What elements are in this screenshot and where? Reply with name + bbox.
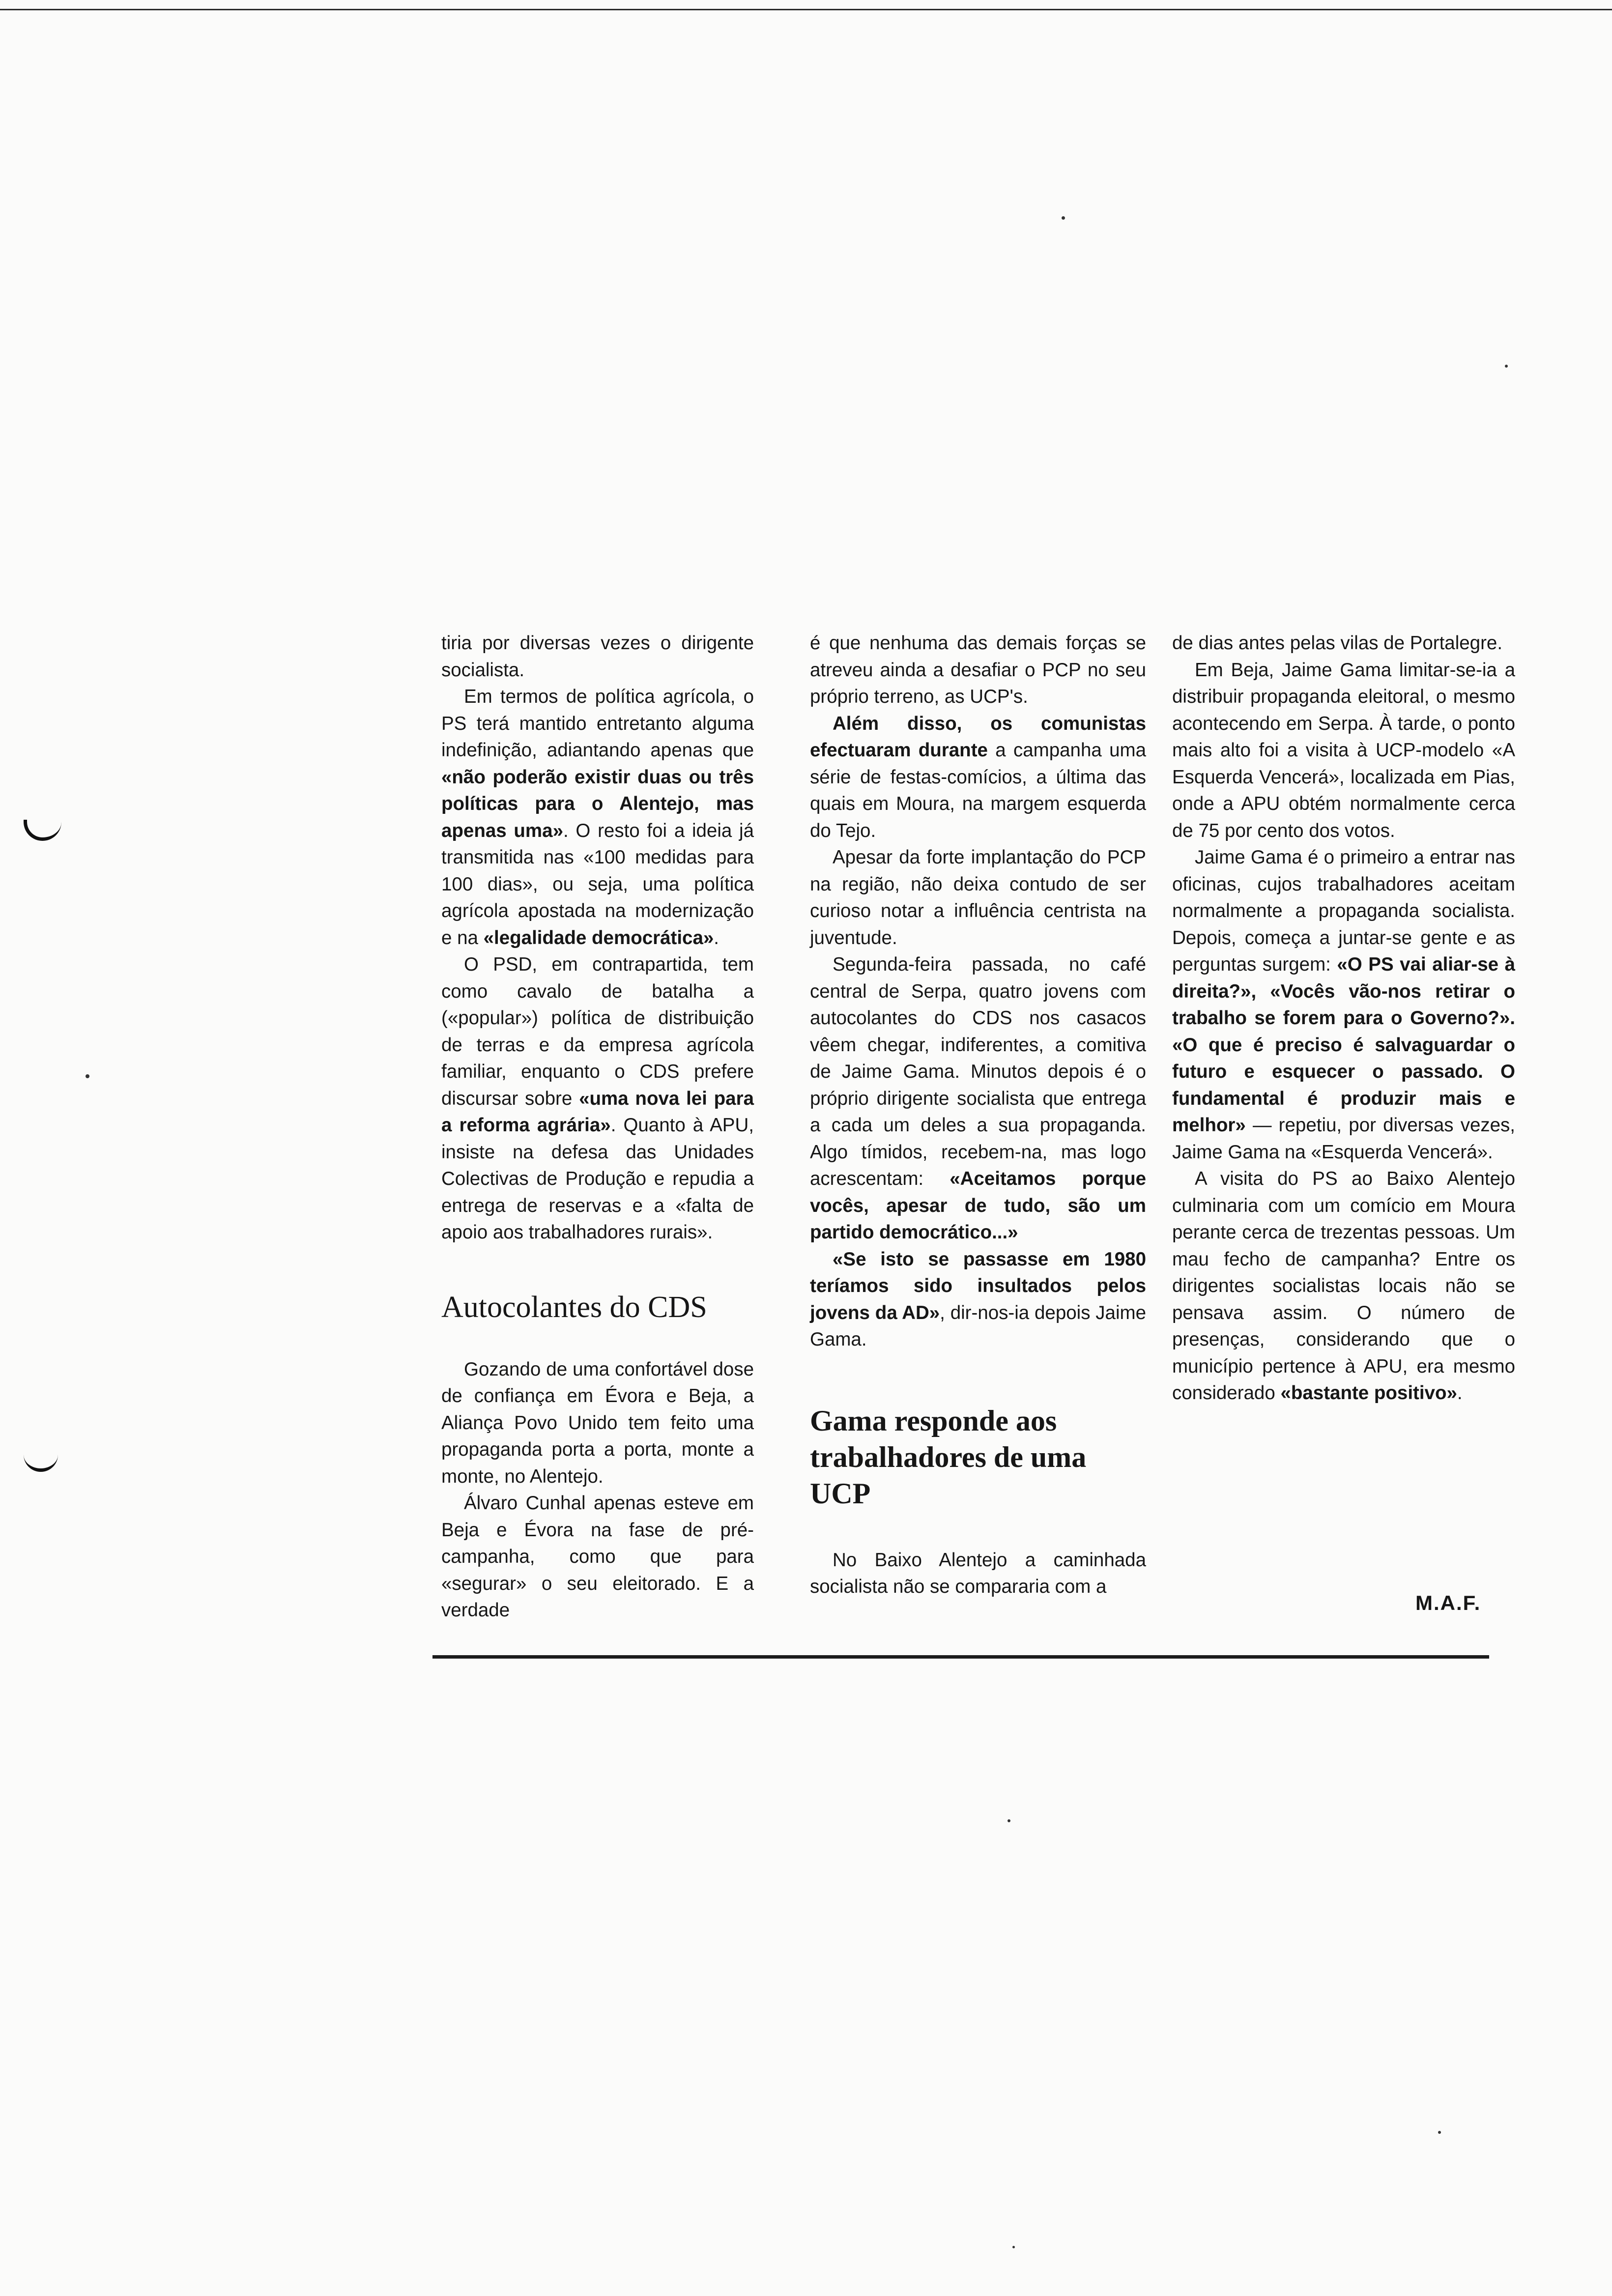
section-heading: Gama responde aos trabalhadores de uma UCP [810, 1404, 1087, 1510]
paragraph: Álvaro Cunhal apenas esteve em Beja e Évora na fase de pré-campanha, como que para «segurar» o seu eleitorado. E a verdade [441, 1492, 754, 1621]
paragraph: Apesar da forte implantação do PCP na região, não deixa contudo de ser curioso notar a influência centrista na juventude. [810, 847, 1146, 948]
article-column-3 [1172, 630, 1515, 1407]
scan-speck [86, 1074, 89, 1078]
paragraph: tiria por diversas vezes o dirigente socialista. [441, 632, 754, 681]
paragraph: No Baixo Alentejo a caminhada socialista não se compararia com a [810, 1549, 1146, 1597]
paragraph: Além disso, os comunistas efectuaram durante a campanha uma série de festas-comícios, a última das quais em Moura, na margem esquerda do Tejo. [810, 713, 1146, 841]
top-rule [0, 9, 1612, 10]
punch-hole-mark [24, 820, 61, 841]
paragraph: Segunda-feira passada, no café central de Serpa, quatro jovens com autocolantes do CDS nos casacos vêem chegar, indiferentes, a comitiva de Jaime Gama. Minutos depois é o próprio dirigente socialista que entrega a cada um deles a sua propaganda. Algo tímidos, recebem-na, mas logo acrescentam: «Aceitamos porque vocês, apesar de tudo, são um partido democrático...» [810, 954, 1146, 1243]
scan-speck [1062, 216, 1065, 220]
paragraph: Jaime Gama é o primeiro a entrar nas oficinas, cujos trabalhadores aceitam normalmente a propaganda socialista. Depois, começa a juntar-se gente e as perguntas surgem: «O PS vai aliar-se à direita?», «Vocês vão-nos retirar o trabalho se forem para o Governo?». «O que é preciso é salvaguardar o futuro e esquecer o passado. O fundamental é produzir mais e melhor» — repetiu, por diversas vezes, Jaime Gama na «Esquerda Vencerá». [1172, 847, 1515, 1163]
paragraph: O PSD, em contrapartida, tem como cavalo de batalha a («popular») política de distribuição de terras e da empresa agrícola familiar, enquanto o CDS prefere discursar sobre «uma nova lei para a reforma agrária». Quanto à APU, insiste na defesa das Unidades Colectivas de Produção e repudia a entrega de reservas e a «falta de apoio aos trabalhadores rurais». [441, 954, 754, 1243]
section-heading: Autocolantes do CDS [441, 1290, 707, 1324]
paragraph: de dias antes pelas vilas de Portalegre. [1172, 632, 1503, 654]
scan-speck [1012, 2246, 1015, 2248]
scan-speck [1505, 365, 1508, 368]
article-column-1 [441, 630, 754, 1624]
paragraph: Em termos de política agrícola, o PS terá mantido entretanto alguma indefinição, adiantando apenas que «não poderão existir duas ou três políticas para o Alentejo, mas apenas uma». O resto foi a ideia já transmitida nas «100 medidas para 100 dias», ou seja, uma política agrícola apostada na modernização e na «legalidade democrática». [441, 686, 754, 948]
paragraph: Em Beja, Jaime Gama limitar-se-ia a distribuir propaganda eleitoral, o mesmo acontecendo em Serpa. À tarde, o ponto mais alto foi a visita à UCP-modelo «A Esquerda Vencerá», localizada em Pias, onde a APU obtém normalmente cerca de 75 por cento dos votos. [1172, 659, 1515, 841]
paragraph: «Se isto se passasse em 1980 teríamos sido insultados pelos jovens da AD», dir-nos-ia depois Jaime Gama. [810, 1248, 1146, 1350]
scan-speck [1438, 2131, 1441, 2134]
paragraph: é que nenhuma das demais forças se atreveu ainda a desafiar o PCP no seu próprio terreno, as UCP's. [810, 632, 1146, 707]
paragraph: Gozando de uma confortável dose de confiança em Évora e Beja, a Aliança Povo Unido tem feito uma propaganda porta a porta, monte a monte, no Alentejo. [441, 1358, 754, 1487]
paragraph: A visita do PS ao Baixo Alentejo culminaria com um comício em Moura perante cerca de trezentas pessoas. Um mau fecho de campanha? Entre os dirigentes socialistas locais não se pensava assim. O número de presenças, considerando que o município pertence à APU, era mesmo considerado «bastante positivo». [1172, 1168, 1515, 1404]
scan-speck [1008, 1819, 1010, 1822]
author-signature: M.A.F. [1415, 1591, 1481, 1614]
article-column-2 [810, 630, 1146, 1601]
punch-hole-mark [24, 1451, 58, 1472]
bottom-rule [432, 1655, 1489, 1659]
